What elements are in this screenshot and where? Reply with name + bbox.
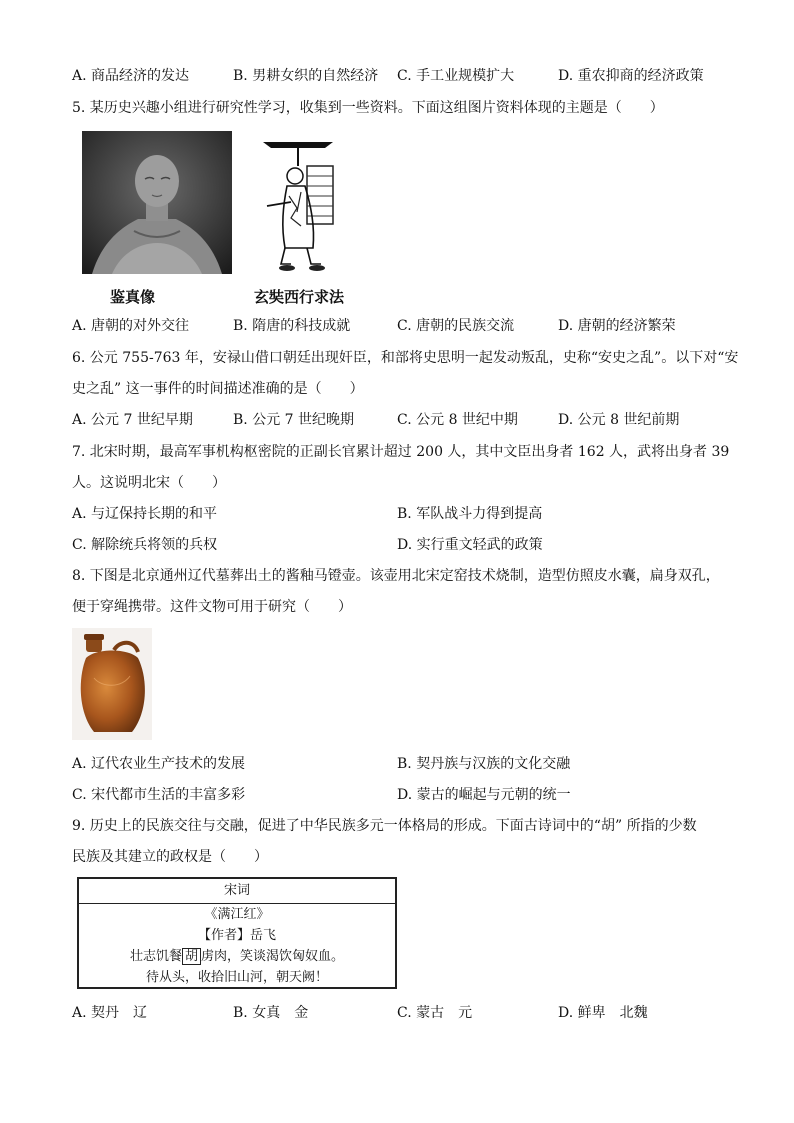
q8-stem-line1: 8. 下图是北京通州辽代墓葬出土的酱釉马镫壶。该壶用北宋定窑技术烧制，造型仿照皮水囊，扁身双孔， (72, 568, 720, 584)
q6-option-a: A. 公元 7 世纪早期 (72, 412, 193, 428)
poem-title: 《满江红》 (204, 907, 270, 922)
poem-header: 宋词 (79, 879, 395, 904)
q9-option-d: D. 鲜卑 北魏 (558, 1005, 648, 1021)
q9-option-a: A. 契丹 辽 (72, 1005, 148, 1021)
poem-author: 【作者】岳飞 (197, 928, 276, 943)
q4-option-b: B. 男耕女织的自然经济 (233, 68, 379, 84)
q6-stem-line2: 史之乱” 这一事件的时间描述准确的是（ ） (72, 381, 364, 397)
poem-line-2: 待从头，收拾旧山河，朝天阙！ (145, 970, 328, 985)
q5-option-d: D. 唐朝的经济繁荣 (558, 318, 676, 334)
q6-option-b: B. 公元 7 世纪晚期 (233, 412, 354, 428)
q5-option-c: C. 唐朝的民族交流 (397, 318, 515, 334)
q8-option-c: C. 宋代都市生活的丰富多彩 (72, 787, 246, 803)
q9-stem-line2: 民族及其建立的政权是（ ） (72, 849, 268, 865)
q7-stem-line1: 7. 北宋时期，最高军事机构枢密院的正副长官累计超过 200 人，其中文臣出身者 162 人，武将出身者 39 (72, 444, 730, 460)
q6-option-d: D. 公元 8 世纪前期 (558, 412, 680, 428)
jianzhen-caption: 鉴真像 (110, 288, 156, 306)
q7-option-a: A. 与辽保持长期的和平 (72, 506, 218, 522)
poem-highlight-hu: 胡 (182, 948, 201, 965)
q7-option-b: B. 军队战斗力得到提高 (397, 506, 543, 522)
q8-option-a: A. 辽代农业生产技术的发展 (72, 756, 246, 772)
q7-option-c: C. 解除统兵将领的兵权 (72, 537, 218, 553)
poem-line-1 (79, 946, 395, 967)
q8-stem-line2: 便于穿绳携带。这件文物可用于研究（ ） (72, 599, 352, 615)
q6-stem-line1: 6. 公元 755-763 年，安禄山借口朝廷出现奸臣，和部将史思明一起发动叛乱，史称“安史之乱”。以下对“安 (72, 350, 739, 366)
xuanzang-drawing-image (255, 136, 340, 276)
q5-option-a: A. 唐朝的对外交往 (72, 318, 190, 334)
jianzhen-statue-image (82, 131, 232, 274)
song-ci-poem-box (77, 877, 397, 989)
poem-line-1-pre: 壮志饥餐 (129, 949, 182, 964)
q5-stem: 5. 某历史兴趣小组进行研究性学习，收集到一些资料。下面这组图片资料体现的主题是（ ） (72, 100, 664, 116)
q7-stem-line2: 人。这说明北宋（ ） (72, 475, 226, 491)
q4-option-d: D. 重农抑商的经济政策 (558, 68, 704, 84)
q4-option-c: C. 手工业规模扩大 (397, 68, 515, 84)
q4-option-a: A. 商品经济的发达 (72, 68, 190, 84)
liao-stirrup-flask-image (72, 628, 152, 740)
q8-option-b: B. 契丹族与汉族的文化交融 (397, 756, 571, 772)
poem-line-1-post: 虏肉，笑谈渴饮匈奴血。 (201, 949, 345, 964)
q6-option-c: C. 公元 8 世纪中期 (397, 412, 518, 428)
q7-option-d: D. 实行重文轻武的政策 (397, 537, 543, 553)
q9-option-b: B. 女真 金 (233, 1005, 309, 1021)
q9-option-c: C. 蒙古 元 (397, 1005, 473, 1021)
xuanzang-caption: 玄奘西行求法 (254, 288, 345, 306)
q8-option-d: D. 蒙古的崛起与元朝的统一 (397, 787, 571, 803)
q9-stem-line1: 9. 历史上的民族交往与交融，促进了中华民族多元一体格局的形成。下面古诗词中的“胡” 所指的少数 (72, 818, 697, 834)
q5-option-b: B. 隋唐的科技成就 (233, 318, 351, 334)
